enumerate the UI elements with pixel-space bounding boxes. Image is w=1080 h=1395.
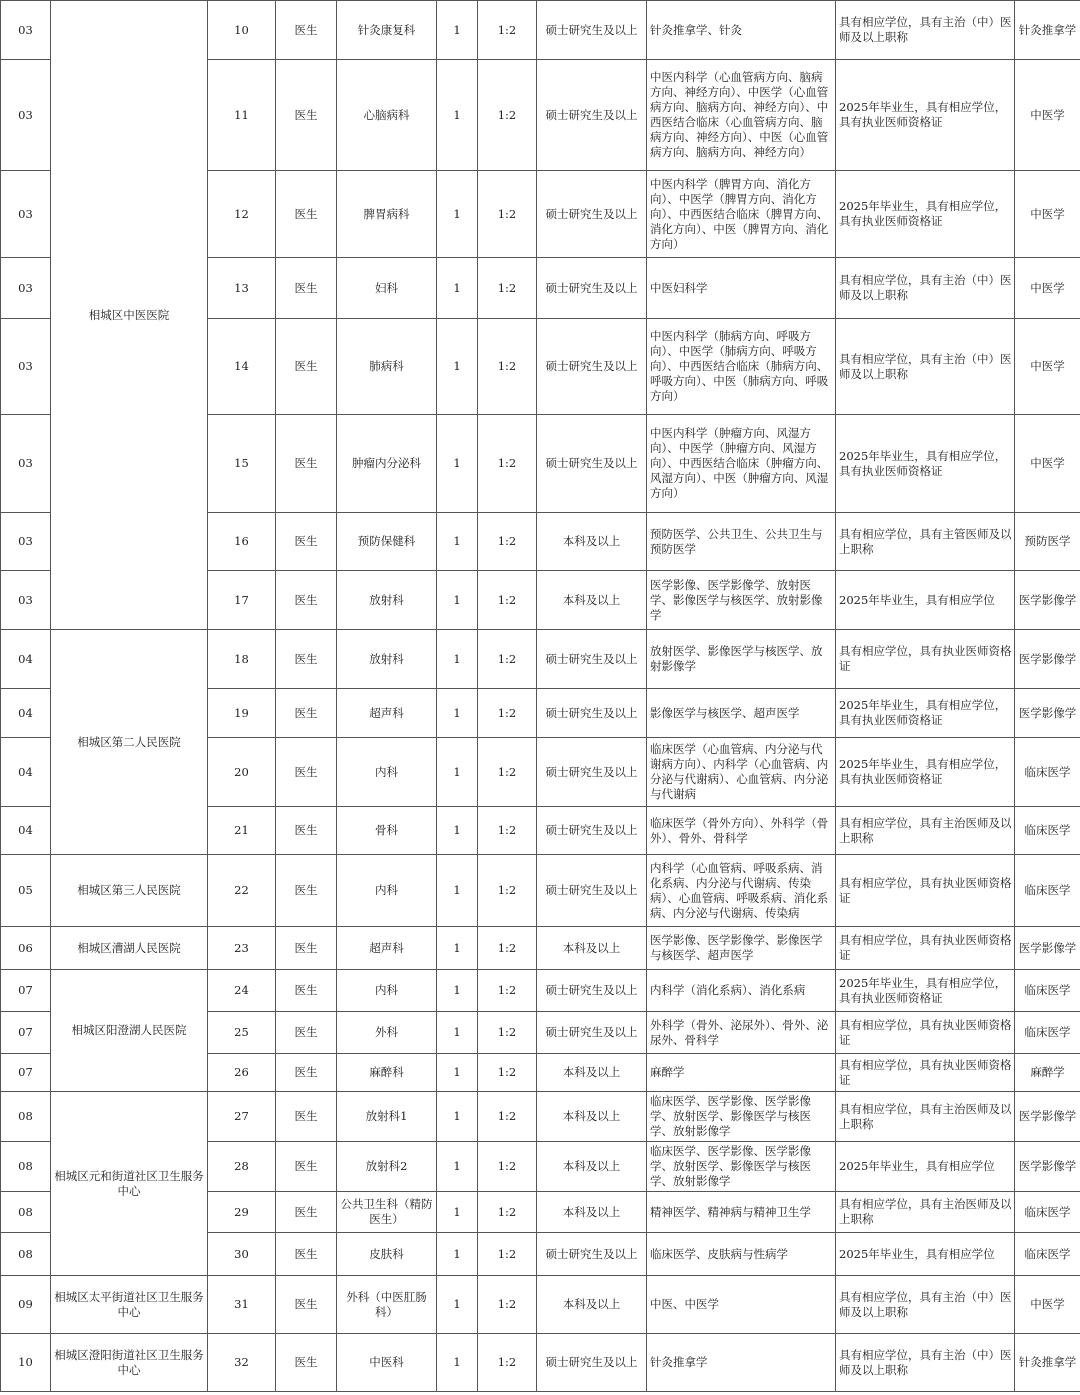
hire-count-cell: 1 <box>437 1276 478 1334</box>
hire-count-cell: 1 <box>437 571 478 630</box>
education-cell: 本科及以上 <box>537 513 647 571</box>
education-cell: 硕士研究生及以上 <box>537 738 647 807</box>
major-cell: 针灸推拿学 <box>647 1334 836 1392</box>
education-cell: 本科及以上 <box>537 1276 647 1334</box>
exam-ratio-cell: 1:2 <box>478 1054 537 1092</box>
department-cell: 妇科 <box>337 258 437 319</box>
hire-count-cell: 1 <box>437 1233 478 1276</box>
exam-subject-cell: 针灸推拿学 <box>1015 1 1080 60</box>
unit-code-cell: 08 <box>1 1092 51 1142</box>
unit-code-cell: 06 <box>1 927 51 970</box>
position-number-cell: 14 <box>208 319 276 415</box>
unit-code-cell: 03 <box>1 319 51 415</box>
hire-count-cell: 1 <box>437 855 478 927</box>
major-cell: 中医内科学（肺病方向、呼吸方向）、中医学（肺病方向、呼吸方向）、中西医结合临床（肺病方向、呼吸方向）、中医（肺病方向、呼吸方向） <box>647 319 836 415</box>
department-cell: 针灸康复科 <box>337 1 437 60</box>
department-cell: 肺病科 <box>337 319 437 415</box>
hire-count-cell: 1 <box>437 1334 478 1392</box>
hire-count-cell: 1 <box>437 171 478 258</box>
exam-subject-cell: 医学影像学 <box>1015 630 1080 689</box>
requirements-cell: 具有相应学位，具有执业医师资格证 <box>836 1054 1015 1092</box>
position-type-cell: 医生 <box>276 1092 337 1142</box>
unit-name-cell: 相城区元和街道社区卫生服务中心 <box>51 1092 208 1276</box>
table-row <box>1 927 1080 970</box>
unit-name-cell: 相城区澄阳街道社区卫生服务中心 <box>51 1334 208 1392</box>
position-type-cell: 医生 <box>276 1334 337 1392</box>
requirements-cell: 具有相应学位，具有执业医师资格证 <box>836 927 1015 970</box>
exam-subject-cell: 临床医学 <box>1015 1012 1080 1054</box>
position-number-cell: 17 <box>208 571 276 630</box>
unit-code-cell: 05 <box>1 855 51 927</box>
major-cell: 外科学（骨外、泌尿外）、骨外、泌尿外、骨科学 <box>647 1012 836 1054</box>
exam-subject-cell: 医学影像学 <box>1015 1092 1080 1142</box>
position-number-cell: 10 <box>208 1 276 60</box>
department-cell: 公共卫生科（精防医生） <box>337 1192 437 1233</box>
exam-subject-cell: 中医学 <box>1015 258 1080 319</box>
department-cell: 内科 <box>337 855 437 927</box>
position-type-cell: 医生 <box>276 1276 337 1334</box>
position-type-cell: 医生 <box>276 258 337 319</box>
department-cell: 外科（中医肛肠科） <box>337 1276 437 1334</box>
position-number-cell: 12 <box>208 171 276 258</box>
requirements-cell: 2025年毕业生，具有相应学位 <box>836 1233 1015 1276</box>
position-number-cell: 32 <box>208 1334 276 1392</box>
exam-ratio-cell: 1:2 <box>478 970 537 1012</box>
education-cell: 硕士研究生及以上 <box>537 319 647 415</box>
exam-ratio-cell: 1:2 <box>478 1142 537 1192</box>
exam-subject-cell: 中医学 <box>1015 60 1080 171</box>
position-type-cell: 医生 <box>276 1012 337 1054</box>
department-cell: 骨科 <box>337 807 437 855</box>
position-number-cell: 29 <box>208 1192 276 1233</box>
position-type-cell: 医生 <box>276 571 337 630</box>
major-cell: 影像医学与核医学、超声医学 <box>647 689 836 738</box>
education-cell: 硕士研究生及以上 <box>537 855 647 927</box>
hire-count-cell: 1 <box>437 970 478 1012</box>
position-type-cell: 医生 <box>276 970 337 1012</box>
requirements-cell: 2025年毕业生，具有相应学位，具有执业医师资格证 <box>836 738 1015 807</box>
education-cell: 本科及以上 <box>537 571 647 630</box>
unit-name-cell: 相城区阳澄湖人民医院 <box>51 970 208 1092</box>
major-cell: 内科学（心血管病、呼吸系病、消化系病、内分泌与代谢病、传染病）、心血管病、呼吸系病、消化系病、内分泌与代谢病、传染病 <box>647 855 836 927</box>
exam-ratio-cell: 1:2 <box>478 571 537 630</box>
exam-subject-cell: 临床医学 <box>1015 738 1080 807</box>
hire-count-cell: 1 <box>437 689 478 738</box>
department-cell: 内科 <box>337 738 437 807</box>
education-cell: 硕士研究生及以上 <box>537 1012 647 1054</box>
table-body <box>1 1 1080 1392</box>
requirements-cell: 2025年毕业生，具有相应学位，具有执业医师资格证 <box>836 689 1015 738</box>
education-cell: 本科及以上 <box>537 1092 647 1142</box>
department-cell: 皮肤科 <box>337 1233 437 1276</box>
hire-count-cell: 1 <box>437 60 478 171</box>
hire-count-cell: 1 <box>437 927 478 970</box>
department-cell: 脾胃病科 <box>337 171 437 258</box>
position-number-cell: 21 <box>208 807 276 855</box>
exam-ratio-cell: 1:2 <box>478 258 537 319</box>
exam-subject-cell: 医学影像学 <box>1015 571 1080 630</box>
hire-count-cell: 1 <box>437 1092 478 1142</box>
table-row <box>1 1276 1080 1334</box>
position-type-cell: 医生 <box>276 415 337 513</box>
major-cell: 中医妇科学 <box>647 258 836 319</box>
exam-ratio-cell: 1:2 <box>478 927 537 970</box>
exam-subject-cell: 临床医学 <box>1015 970 1080 1012</box>
exam-subject-cell: 针灸推拿学 <box>1015 1334 1080 1392</box>
unit-code-cell: 03 <box>1 171 51 258</box>
position-type-cell: 医生 <box>276 807 337 855</box>
position-type-cell: 医生 <box>276 855 337 927</box>
position-type-cell: 医生 <box>276 513 337 571</box>
education-cell: 硕士研究生及以上 <box>537 689 647 738</box>
requirements-cell: 2025年毕业生，具有相应学位，具有执业医师资格证 <box>836 60 1015 171</box>
department-cell: 外科 <box>337 1012 437 1054</box>
position-number-cell: 24 <box>208 970 276 1012</box>
hire-count-cell: 1 <box>437 1054 478 1092</box>
education-cell: 硕士研究生及以上 <box>537 1334 647 1392</box>
education-cell: 硕士研究生及以上 <box>537 60 647 171</box>
position-number-cell: 15 <box>208 415 276 513</box>
department-cell: 内科 <box>337 970 437 1012</box>
major-cell: 临床医学（骨外方向）、外科学（骨外）、骨外、骨科学 <box>647 807 836 855</box>
exam-ratio-cell: 1:2 <box>478 1192 537 1233</box>
requirements-cell: 具有相应学位，具有主治（中）医师及以上职称 <box>836 1 1015 60</box>
requirements-cell: 2025年毕业生，具有相应学位，具有执业医师资格证 <box>836 970 1015 1012</box>
requirements-cell: 具有相应学位，具有主治医师及以上职称 <box>836 1192 1015 1233</box>
exam-ratio-cell: 1:2 <box>478 807 537 855</box>
position-number-cell: 19 <box>208 689 276 738</box>
exam-ratio-cell: 1:2 <box>478 415 537 513</box>
major-cell: 临床医学（心血管病、内分泌与代谢病方向）、内科学（心血管病、内分泌与代谢病）、心血管病、内分泌与代谢病 <box>647 738 836 807</box>
exam-ratio-cell: 1:2 <box>478 1 537 60</box>
major-cell: 临床医学、医学影像、医学影像学、放射医学、影像医学与核医学、放射影像学 <box>647 1142 836 1192</box>
major-cell: 临床医学、医学影像、医学影像学、放射医学、影像医学与核医学、放射影像学 <box>647 1092 836 1142</box>
unit-code-cell: 10 <box>1 1334 51 1392</box>
position-type-cell: 医生 <box>276 1054 337 1092</box>
position-type-cell: 医生 <box>276 630 337 689</box>
position-type-cell: 医生 <box>276 319 337 415</box>
requirements-cell: 具有相应学位，具有执业医师资格证 <box>836 1012 1015 1054</box>
department-cell: 预防保健科 <box>337 513 437 571</box>
education-cell: 硕士研究生及以上 <box>537 258 647 319</box>
position-type-cell: 医生 <box>276 1192 337 1233</box>
position-type-cell: 医生 <box>276 60 337 171</box>
requirements-cell: 具有相应学位，具有执业医师资格证 <box>836 855 1015 927</box>
hire-count-cell: 1 <box>437 630 478 689</box>
requirements-cell: 具有相应学位，具有主管医师及以上职称 <box>836 513 1015 571</box>
major-cell: 临床医学、皮肤病与性病学 <box>647 1233 836 1276</box>
education-cell: 本科及以上 <box>537 1054 647 1092</box>
position-type-cell: 医生 <box>276 1233 337 1276</box>
unit-code-cell: 08 <box>1 1142 51 1192</box>
hire-count-cell: 1 <box>437 319 478 415</box>
major-cell: 中医、中医学 <box>647 1276 836 1334</box>
position-number-cell: 13 <box>208 258 276 319</box>
department-cell: 肿瘤内分泌科 <box>337 415 437 513</box>
exam-subject-cell: 临床医学 <box>1015 1233 1080 1276</box>
requirements-cell: 2025年毕业生，具有相应学位 <box>836 1142 1015 1192</box>
exam-subject-cell: 临床医学 <box>1015 807 1080 855</box>
table-row <box>1 630 1080 689</box>
department-cell: 放射科1 <box>337 1092 437 1142</box>
exam-subject-cell: 中医学 <box>1015 1276 1080 1334</box>
department-cell: 放射科2 <box>337 1142 437 1192</box>
hire-count-cell: 1 <box>437 513 478 571</box>
education-cell: 硕士研究生及以上 <box>537 171 647 258</box>
exam-subject-cell: 麻醉学 <box>1015 1054 1080 1092</box>
major-cell: 内科学（消化系病）、消化系病 <box>647 970 836 1012</box>
education-cell: 硕士研究生及以上 <box>537 1 647 60</box>
unit-code-cell: 08 <box>1 1233 51 1276</box>
unit-code-cell: 04 <box>1 807 51 855</box>
department-cell: 心脑病科 <box>337 60 437 171</box>
department-cell: 放射科 <box>337 571 437 630</box>
unit-code-cell: 03 <box>1 60 51 171</box>
major-cell: 医学影像、医学影像学、影像医学与核医学、超声医学 <box>647 927 836 970</box>
unit-code-cell: 07 <box>1 1012 51 1054</box>
unit-name-cell: 相城区太平街道社区卫生服务中心 <box>51 1276 208 1334</box>
exam-ratio-cell: 1:2 <box>478 513 537 571</box>
exam-subject-cell: 临床医学 <box>1015 1192 1080 1233</box>
unit-code-cell: 07 <box>1 1054 51 1092</box>
position-type-cell: 医生 <box>276 927 337 970</box>
table-row <box>1 1334 1080 1392</box>
unit-code-cell: 07 <box>1 970 51 1012</box>
department-cell: 放射科 <box>337 630 437 689</box>
hire-count-cell: 1 <box>437 415 478 513</box>
position-type-cell: 医生 <box>276 1 337 60</box>
position-number-cell: 26 <box>208 1054 276 1092</box>
major-cell: 针灸推拿学、针灸 <box>647 1 836 60</box>
unit-code-cell: 04 <box>1 689 51 738</box>
hire-count-cell: 1 <box>437 1142 478 1192</box>
department-cell: 超声科 <box>337 689 437 738</box>
major-cell: 预防医学、公共卫生、公共卫生与预防医学 <box>647 513 836 571</box>
table-row <box>1 970 1080 1012</box>
exam-ratio-cell: 1:2 <box>478 1233 537 1276</box>
unit-code-cell: 03 <box>1 415 51 513</box>
unit-name-cell: 相城区第三人民医院 <box>51 855 208 927</box>
position-number-cell: 18 <box>208 630 276 689</box>
unit-name-cell: 相城区第二人民医院 <box>51 630 208 855</box>
table-row <box>1 855 1080 927</box>
education-cell: 硕士研究生及以上 <box>537 630 647 689</box>
exam-subject-cell: 医学影像学 <box>1015 927 1080 970</box>
education-cell: 本科及以上 <box>537 1142 647 1192</box>
unit-code-cell: 03 <box>1 571 51 630</box>
position-number-cell: 23 <box>208 927 276 970</box>
major-cell: 中医内科学（心血管病方向、脑病方向、神经方向）、中医学（心血管病方向、脑病方向、神经方向）、中西医结合临床（心血管病方向、脑病方向、神经方向）、中医（心血管病方向、脑病方向、神经方向） <box>647 60 836 171</box>
exam-ratio-cell: 1:2 <box>478 60 537 171</box>
exam-ratio-cell: 1:2 <box>478 1334 537 1392</box>
major-cell: 麻醉学 <box>647 1054 836 1092</box>
exam-ratio-cell: 1:2 <box>478 1092 537 1142</box>
education-cell: 本科及以上 <box>537 927 647 970</box>
exam-ratio-cell: 1:2 <box>478 738 537 807</box>
unit-code-cell: 08 <box>1 1192 51 1233</box>
exam-ratio-cell: 1:2 <box>478 1276 537 1334</box>
position-type-cell: 医生 <box>276 171 337 258</box>
position-number-cell: 28 <box>208 1142 276 1192</box>
requirements-cell: 2025年毕业生，具有相应学位，具有执业医师资格证 <box>836 171 1015 258</box>
hire-count-cell: 1 <box>437 258 478 319</box>
major-cell: 中医内科学（肿瘤方向、风湿方向）、中医学（肿瘤方向、风湿方向）、中西医结合临床（肿瘤方向、风湿方向）、中医（肿瘤方向、风湿方向） <box>647 415 836 513</box>
exam-ratio-cell: 1:2 <box>478 1012 537 1054</box>
unit-code-cell: 03 <box>1 513 51 571</box>
hire-count-cell: 1 <box>437 1012 478 1054</box>
position-number-cell: 31 <box>208 1276 276 1334</box>
table-row <box>1 1092 1080 1142</box>
department-cell: 麻醉科 <box>337 1054 437 1092</box>
education-cell: 硕士研究生及以上 <box>537 1233 647 1276</box>
exam-ratio-cell: 1:2 <box>478 630 537 689</box>
unit-code-cell: 04 <box>1 738 51 807</box>
unit-code-cell: 09 <box>1 1276 51 1334</box>
education-cell: 本科及以上 <box>537 1192 647 1233</box>
department-cell: 超声科 <box>337 927 437 970</box>
major-cell: 医学影像、医学影像学、放射医学、影像医学与核医学、放射影像学 <box>647 571 836 630</box>
exam-ratio-cell: 1:2 <box>478 319 537 415</box>
unit-name-cell: 相城区中医医院 <box>51 1 208 630</box>
education-cell: 硕士研究生及以上 <box>537 415 647 513</box>
position-number-cell: 25 <box>208 1012 276 1054</box>
table-row <box>1 1 1080 60</box>
position-number-cell: 30 <box>208 1233 276 1276</box>
department-cell: 中医科 <box>337 1334 437 1392</box>
requirements-cell: 2025年毕业生，具有相应学位 <box>836 571 1015 630</box>
position-number-cell: 16 <box>208 513 276 571</box>
position-number-cell: 11 <box>208 60 276 171</box>
exam-subject-cell: 医学影像学 <box>1015 1142 1080 1192</box>
unit-name-cell: 相城区漕湖人民医院 <box>51 927 208 970</box>
unit-code-cell: 04 <box>1 630 51 689</box>
position-type-cell: 医生 <box>276 689 337 738</box>
requirements-cell: 具有相应学位，具有主治医师及以上职称 <box>836 1092 1015 1142</box>
requirements-cell: 2025年毕业生，具有相应学位，具有执业医师资格证 <box>836 415 1015 513</box>
hire-count-cell: 1 <box>437 1192 478 1233</box>
major-cell: 放射医学、影像医学与核医学、放射影像学 <box>647 630 836 689</box>
hire-count-cell: 1 <box>437 807 478 855</box>
requirements-cell: 具有相应学位，具有主治（中）医师及以上职称 <box>836 319 1015 415</box>
education-cell: 硕士研究生及以上 <box>537 970 647 1012</box>
exam-ratio-cell: 1:2 <box>478 171 537 258</box>
requirements-cell: 具有相应学位，具有主治（中）医师及以上职称 <box>836 1276 1015 1334</box>
major-cell: 中医内科学（脾胃方向、消化方向）、中医学（脾胃方向、消化方向）、中西医结合临床（脾胃方向、消化方向）、中医（脾胃方向、消化方向） <box>647 171 836 258</box>
hire-count-cell: 1 <box>437 1 478 60</box>
unit-code-cell: 03 <box>1 1 51 60</box>
requirements-cell: 具有相应学位，具有主治（中）医师及以上职称 <box>836 1334 1015 1392</box>
requirements-cell: 具有相应学位，具有主治医师及以上职称 <box>836 807 1015 855</box>
exam-subject-cell: 中医学 <box>1015 415 1080 513</box>
position-type-cell: 医生 <box>276 1142 337 1192</box>
exam-ratio-cell: 1:2 <box>478 689 537 738</box>
education-cell: 硕士研究生及以上 <box>537 807 647 855</box>
exam-subject-cell: 中医学 <box>1015 319 1080 415</box>
exam-subject-cell: 医学影像学 <box>1015 689 1080 738</box>
position-number-cell: 27 <box>208 1092 276 1142</box>
hire-count-cell: 1 <box>437 738 478 807</box>
requirements-cell: 具有相应学位，具有执业医师资格证 <box>836 630 1015 689</box>
major-cell: 精神医学、精神病与精神卫生学 <box>647 1192 836 1233</box>
unit-code-cell: 03 <box>1 258 51 319</box>
exam-subject-cell: 临床医学 <box>1015 855 1080 927</box>
exam-subject-cell: 预防医学 <box>1015 513 1080 571</box>
requirements-cell: 具有相应学位，具有主治（中）医师及以上职称 <box>836 258 1015 319</box>
exam-subject-cell: 中医学 <box>1015 171 1080 258</box>
position-number-cell: 20 <box>208 738 276 807</box>
position-number-cell: 22 <box>208 855 276 927</box>
position-type-cell: 医生 <box>276 738 337 807</box>
exam-ratio-cell: 1:2 <box>478 855 537 927</box>
